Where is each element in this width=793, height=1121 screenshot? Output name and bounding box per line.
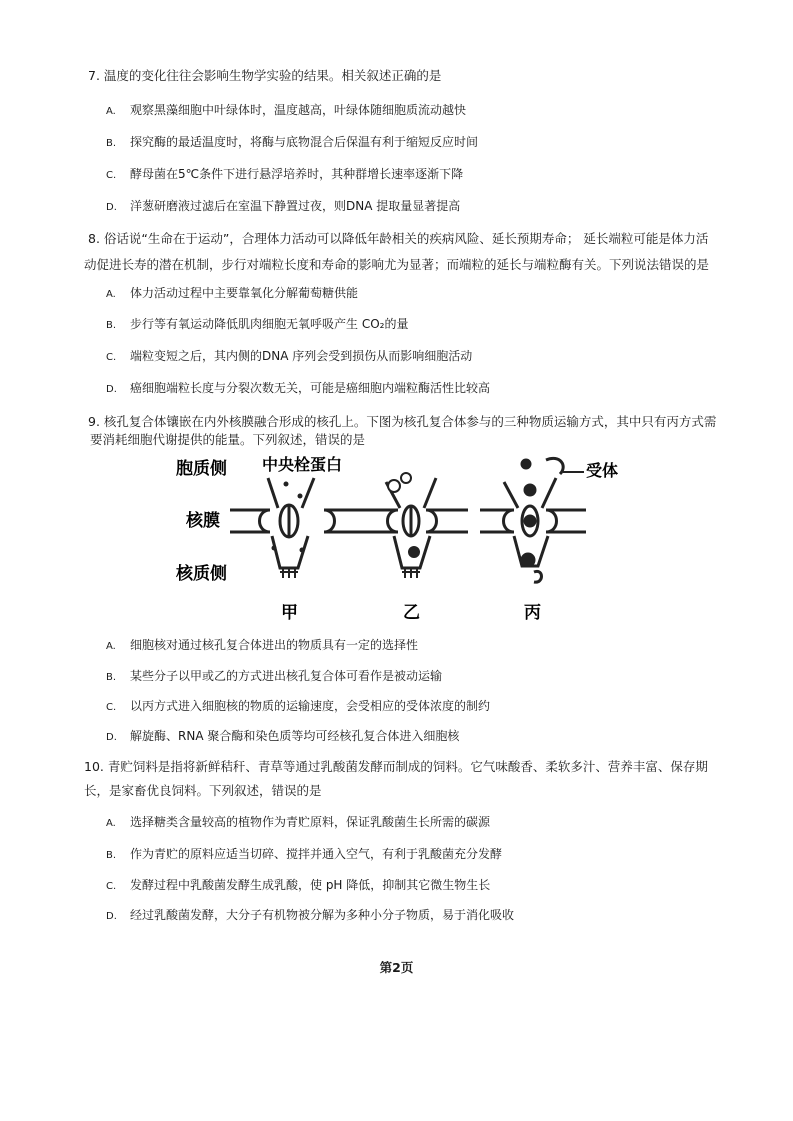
molecule (284, 482, 289, 487)
figure-label-membrane: 核膜 (186, 511, 220, 531)
question-7-option-d (106, 197, 460, 214)
question-8-option-b (106, 315, 408, 332)
pore-right-lip (426, 510, 437, 532)
option-text: 洋葱研磨液过滤后在室温下静置过夜，则DNA 提取量显著提高 (130, 199, 461, 213)
figure-label-receptor: 受体 (586, 461, 619, 480)
option-letter: D. (106, 202, 117, 213)
question-9-option-a (106, 636, 418, 653)
question-8-option-d (106, 379, 490, 396)
panel-label-jia: 甲 (281, 603, 298, 623)
option-letter: C. (106, 170, 117, 181)
question-9-option-b (106, 667, 442, 684)
option-text: 酵母菌在5℃条件下进行悬浮培养时，其种群增长速率逐渐下降 (130, 167, 464, 181)
option-text: 观察黑藻细胞中叶绿体时，温度越高，叶绿体随细胞质流动越快 (130, 103, 467, 117)
option-text: 体力活动过程中主要靠氧化分解葡萄糖供能 (130, 286, 359, 300)
question-9-option-c (106, 697, 490, 714)
figure-label-cytoplasm: 胞质侧 (176, 459, 227, 479)
option-text: 某些分子以甲或乙的方式进出核孔复合体可看作是被动运输 (130, 669, 443, 683)
question-9-stem-line1: 9. 核孔复合体镶嵌在内外核膜融合形成的核孔上。下图为核孔复合体参与的三种物质运输方式，其中只有丙方式需 (88, 414, 717, 429)
option-text: 选择糖类含量较高的植物作为青贮原料，保证乳酸菌生长所需的碳源 (130, 815, 491, 829)
question-7-option-a (106, 101, 466, 118)
nuclear-pore-figure (168, 448, 648, 628)
receptor-returning (534, 571, 542, 582)
question-7-stem: 7. 温度的变化往往会影响生物学实验的结果。相关叙述正确的是 (88, 68, 442, 83)
large-molecule (409, 547, 419, 557)
option-letter: B. (106, 138, 117, 149)
option-text: 癌细胞端粒长度与分裂次数无关，可能是癌细胞内端粒酶活性比较高 (130, 381, 491, 395)
pore-left-lip (388, 510, 399, 532)
cargo-in-pore (524, 515, 536, 527)
option-letter: D. (106, 911, 117, 922)
question-10-stem-line2: 长，是家畜优良饲料。下列叙述，错误的是 (84, 783, 322, 798)
option-letter: B. (106, 320, 117, 331)
question-10-option-d (106, 906, 514, 923)
option-text: 探究酶的最适温度时，将酶与底物混合后保温有利于缩短反应时间 (130, 135, 479, 149)
question-9-option-d (106, 727, 459, 744)
question-9 (88, 409, 728, 453)
figure-label-nucleoplasm: 核质侧 (176, 564, 227, 584)
option-letter: C. (106, 702, 117, 713)
option-text: 细胞核对通过核孔复合体进出的物质具有一定的选择性 (130, 638, 419, 652)
option-text: 步行等有氧运动降低肌肉细胞无氧呼吸产生 CO₂的量 (130, 317, 409, 331)
pore-right-lip (546, 510, 557, 532)
option-letter: A. (106, 289, 116, 300)
question-8 (84, 226, 728, 278)
large-molecule (388, 480, 400, 492)
question-7-option-b (106, 133, 478, 150)
option-text: 作为青贮的原料应适当切碎、搅拌并通入空气，有利于乳酸菌充分发酵 (130, 847, 503, 861)
pore-right-lip (324, 510, 335, 532)
cargo-released (521, 553, 535, 567)
option-letter: A. (106, 818, 116, 829)
question-10-stem-line1: 10. 青贮饲料是指将新鲜秸秆、青草等通过乳酸菌发酵而制成的饲料。它气味酸香、柔软多汁、营养丰富、保存期 (84, 759, 708, 774)
membrane-left (480, 510, 514, 532)
question-10-option-c (106, 876, 490, 893)
question-7 (88, 63, 708, 89)
question-8-stem-line2: 动促进长寿的潜在机制，步行对端粒长度和寿命的影响尤为显著；而端粒的延长与端粒酶有关。下列说法错误的是 (84, 257, 710, 272)
option-letter: A. (106, 641, 116, 652)
basket-ring (280, 568, 298, 578)
question-8-option-a (106, 284, 358, 301)
cytoplasmic-filaments (268, 478, 314, 508)
option-text: 解旋酶、RNA 聚合酶和染色质等均可经核孔复合体进入细胞核 (130, 729, 460, 743)
question-8-option-c (106, 347, 472, 364)
panel-bing (480, 458, 586, 566)
question-10 (84, 754, 734, 804)
option-letter: A. (106, 106, 116, 117)
option-letter: D. (106, 384, 117, 395)
option-text: 端粒变短之后，其内侧的DNA 序列会受到损伤从而影响细胞活动 (130, 349, 473, 363)
panel-yi (364, 478, 468, 578)
membrane-left (364, 510, 398, 532)
cargo-receptor-complex (524, 484, 536, 496)
basket-ring (402, 568, 420, 578)
question-10-option-b (106, 845, 502, 862)
figure-label-central-plug: 中央栓蛋白 (262, 455, 343, 474)
question-10-option-a (106, 813, 490, 830)
option-letter: B. (106, 850, 117, 861)
option-letter: D. (106, 732, 117, 743)
option-letter: B. (106, 672, 117, 683)
pore-left-lip (260, 510, 271, 532)
pore-left-lip (504, 510, 515, 532)
molecule (300, 548, 305, 553)
cargo-molecule (521, 459, 531, 469)
molecule (298, 494, 303, 499)
option-letter: C. (106, 352, 117, 363)
receptor-shape (546, 458, 563, 474)
question-9-stem-line2: 要消耗细胞代谢提供的能量。下列叙述，错误的是 (90, 432, 366, 447)
large-molecule (401, 473, 411, 483)
page-number: 第2页 (379, 960, 414, 975)
option-text: 发酵过程中乳酸菌发酵生成乳酸，使 pH 降低，抑制其它微生物生长 (130, 878, 491, 892)
panel-label-bing: 丙 (524, 603, 541, 623)
option-text: 经过乳酸菌发酵，大分子有机物被分解为多种小分子物质，易于消化吸收 (130, 908, 515, 922)
molecule (272, 546, 277, 551)
question-8-stem-line1: 8. 俗话说“生命在于运动”，合理体力活动可以降低年龄相关的疾病风险、延长预期寿命； 延长端粒可能是体力活 (88, 231, 709, 246)
option-letter: C. (106, 881, 117, 892)
option-text: 以丙方式进入细胞核的物质的运输速度，会受相应的受体浓度的制约 (130, 699, 491, 713)
panel-label-yi: 乙 (403, 603, 420, 623)
question-7-option-c (106, 165, 463, 182)
panel-jia (230, 478, 364, 578)
